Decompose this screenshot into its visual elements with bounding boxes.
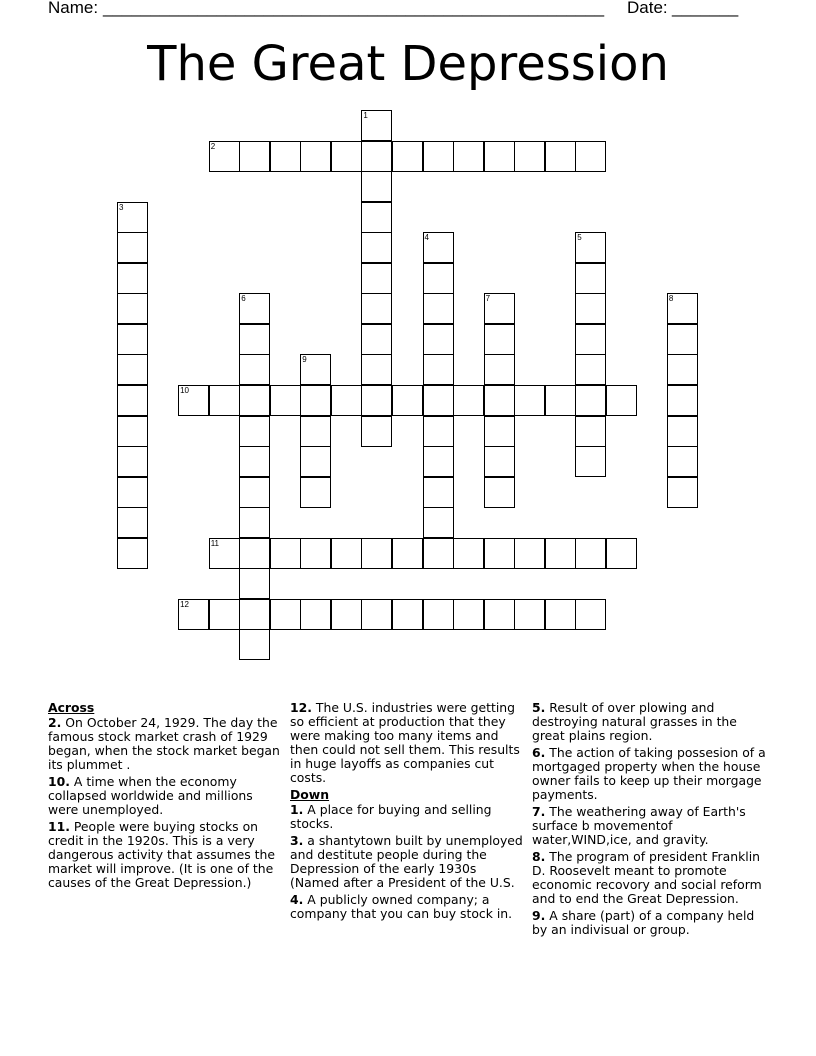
crossword-cell[interactable]: [575, 354, 606, 385]
crossword-cell[interactable]: [117, 416, 148, 447]
crossword-cell[interactable]: [178, 599, 209, 630]
cell-number: 9: [302, 355, 307, 365]
clue-number: 10.: [48, 774, 70, 789]
clue-text: The program of president Franklin D. Roosevelt meant to promote economic recovory and social reform and to end the Great Depression.: [532, 849, 762, 906]
crossword-cell[interactable]: [423, 293, 454, 324]
crossword-cell[interactable]: [667, 324, 698, 355]
crossword-cell[interactable]: [300, 416, 331, 447]
clue-down-1: [290, 803, 526, 831]
down-heading: Down: [290, 787, 330, 802]
crossword-cell[interactable]: [392, 141, 423, 172]
crossword-cell[interactable]: [270, 385, 301, 416]
across-heading: Across: [48, 700, 95, 715]
clue-column-3: [532, 701, 768, 940]
crossword-cell[interactable]: [178, 385, 209, 416]
crossword-cell[interactable]: [545, 599, 576, 630]
clue-down-8: [532, 850, 768, 906]
cell-number: 4: [424, 233, 429, 243]
crossword-cell[interactable]: [300, 385, 331, 416]
crossword-cell[interactable]: [484, 538, 515, 569]
crossword-cell[interactable]: [606, 385, 637, 416]
crossword-cell[interactable]: [453, 141, 484, 172]
crossword-cell[interactable]: [117, 507, 148, 538]
crossword-cell[interactable]: [239, 385, 270, 416]
crossword-cell[interactable]: [423, 477, 454, 508]
crossword-cell[interactable]: [117, 477, 148, 508]
crossword-cell[interactable]: [361, 232, 392, 263]
crossword-cell[interactable]: [300, 599, 331, 630]
clue-number: 2.: [48, 715, 62, 730]
crossword-cell[interactable]: [575, 141, 606, 172]
crossword-cell[interactable]: [117, 385, 148, 416]
crossword-cell[interactable]: [209, 385, 240, 416]
crossword-cell[interactable]: [239, 293, 270, 324]
crossword-cell[interactable]: [423, 141, 454, 172]
crossword-cell[interactable]: [270, 538, 301, 569]
clue-number: 1.: [290, 802, 304, 817]
clue-text: a shantytown built by unemployed and destitute people during the Depression of the early 1930s (Named after a President of the U.S.: [290, 833, 523, 890]
crossword-cell[interactable]: [575, 446, 606, 477]
clue-down-6: [532, 746, 768, 802]
crossword-cell[interactable]: [361, 110, 392, 141]
clue-text: A place for buying and selling stocks.: [290, 802, 492, 831]
crossword-cell[interactable]: [361, 263, 392, 294]
crossword-cell[interactable]: [575, 232, 606, 263]
cell-number: 12: [180, 599, 189, 609]
crossword-cell[interactable]: [667, 477, 698, 508]
clue-text: The weathering away of Earth's surface b movementof water,WIND,ice, and gravity.: [532, 804, 746, 847]
clue-down-3: [290, 834, 526, 890]
crossword-cell[interactable]: [575, 263, 606, 294]
crossword-cell[interactable]: [514, 599, 545, 630]
crossword-cell[interactable]: [361, 385, 392, 416]
crossword-cell[interactable]: [239, 507, 270, 538]
date-blank-line[interactable]: _______: [672, 0, 739, 17]
clue-across-12: [290, 701, 526, 785]
clue-across-10: [48, 775, 280, 817]
crossword-cell[interactable]: [545, 538, 576, 569]
cell-number: 6: [241, 294, 246, 304]
crossword-cell[interactable]: [361, 599, 392, 630]
crossword-cell[interactable]: [117, 446, 148, 477]
crossword-cell[interactable]: [423, 385, 454, 416]
crossword-cell[interactable]: [667, 385, 698, 416]
name-label: Name:: [48, 0, 99, 17]
crossword-cell[interactable]: [209, 599, 240, 630]
clue-text: A share (part) of a company held by an indivisual or group.: [532, 908, 755, 937]
crossword-cell[interactable]: [239, 354, 270, 385]
crossword-cell[interactable]: [239, 538, 270, 569]
clue-down-4: [290, 893, 526, 921]
clue-number: 3.: [290, 833, 304, 848]
crossword-cell[interactable]: [484, 354, 515, 385]
crossword-cell[interactable]: [239, 446, 270, 477]
crossword-cell[interactable]: [270, 141, 301, 172]
crossword-cell[interactable]: [392, 538, 423, 569]
crossword-cell[interactable]: [484, 446, 515, 477]
date-label: Date:: [627, 0, 668, 17]
clue-number: 7.: [532, 804, 546, 819]
crossword-cell[interactable]: [300, 354, 331, 385]
crossword-cell[interactable]: [514, 141, 545, 172]
crossword-cell[interactable]: [667, 446, 698, 477]
crossword-cell[interactable]: [423, 599, 454, 630]
crossword-cell[interactable]: [361, 202, 392, 233]
crossword-cell[interactable]: [239, 629, 270, 660]
crossword-cell[interactable]: [423, 538, 454, 569]
crossword-cell[interactable]: [575, 385, 606, 416]
crossword-cell[interactable]: [239, 599, 270, 630]
crossword-cell[interactable]: [575, 293, 606, 324]
crossword-cell[interactable]: [239, 141, 270, 172]
clue-text: The U.S. industries were getting so efficient at production that they were making too many items and then could not sell them. This results in huge layoffs as companies cut costs.: [290, 700, 520, 785]
crossword-cell[interactable]: [270, 599, 301, 630]
crossword-cell[interactable]: [575, 599, 606, 630]
crossword-cell[interactable]: [484, 385, 515, 416]
crossword-cell[interactable]: [300, 141, 331, 172]
crossword-cell[interactable]: [514, 538, 545, 569]
cell-number: 3: [119, 202, 124, 212]
clue-number: 4.: [290, 892, 304, 907]
crossword-cell[interactable]: [423, 232, 454, 263]
crossword-cell[interactable]: [423, 507, 454, 538]
crossword-cell[interactable]: [575, 416, 606, 447]
crossword-cell[interactable]: [423, 446, 454, 477]
crossword-cell[interactable]: [606, 538, 637, 569]
crossword-cell[interactable]: [361, 416, 392, 447]
crossword-cell[interactable]: [117, 202, 148, 233]
clue-down-9: [532, 909, 768, 937]
clue-number: 8.: [532, 849, 546, 864]
crossword-cell[interactable]: [545, 385, 576, 416]
crossword-cell[interactable]: [423, 263, 454, 294]
clue-text: A time when the economy collapsed worldwide and millions were unemployed.: [48, 774, 253, 817]
crossword-cell[interactable]: [484, 416, 515, 447]
crossword-cell[interactable]: [239, 477, 270, 508]
clue-text: Result of over plowing and destroying natural grasses in the great plains region.: [532, 700, 737, 743]
crossword-cell[interactable]: [453, 538, 484, 569]
crossword-cell[interactable]: [392, 599, 423, 630]
crossword-cell[interactable]: [575, 324, 606, 355]
crossword-cell[interactable]: [117, 354, 148, 385]
crossword-cell[interactable]: [361, 538, 392, 569]
crossword-cell[interactable]: [484, 141, 515, 172]
crossword-cell[interactable]: [361, 171, 392, 202]
crossword-cell[interactable]: [331, 141, 362, 172]
crossword-cell[interactable]: [117, 232, 148, 263]
crossword-cell[interactable]: [300, 538, 331, 569]
crossword-cell[interactable]: [331, 385, 362, 416]
crossword-cell[interactable]: [545, 141, 576, 172]
crossword-cell[interactable]: [667, 354, 698, 385]
crossword-cell[interactable]: [117, 263, 148, 294]
page-title: The Great Depression: [147, 36, 669, 92]
clue-across-2: [48, 716, 280, 772]
crossword-cell[interactable]: [484, 324, 515, 355]
crossword-cell[interactable]: [484, 477, 515, 508]
cell-number: 10: [180, 385, 189, 395]
crossword-cell[interactable]: [392, 385, 423, 416]
clue-number: 12.: [290, 700, 312, 715]
clue-across-11: [48, 820, 280, 890]
crossword-cell[interactable]: [300, 446, 331, 477]
crossword-cell[interactable]: [423, 354, 454, 385]
clue-number: 5.: [532, 700, 546, 715]
clue-number: 9.: [532, 908, 546, 923]
clue-text: On October 24, 1929. The day the famous stock market crash of 1929 began, when the stock market began its plummet .: [48, 715, 280, 772]
crossword-cell[interactable]: [117, 293, 148, 324]
crossword-cell[interactable]: [239, 416, 270, 447]
crossword-cell[interactable]: [361, 141, 392, 172]
clue-text: A publicly owned company; a company that you can buy stock in.: [290, 892, 513, 921]
crossword-cell[interactable]: [453, 385, 484, 416]
crossword-cell[interactable]: [300, 477, 331, 508]
clue-number: 6.: [532, 745, 546, 760]
crossword-cell[interactable]: [117, 324, 148, 355]
crossword-cell[interactable]: [423, 416, 454, 447]
crossword-cell[interactable]: [484, 599, 515, 630]
clue-text: People were buying stocks on credit in the 1920s. This is a very dangerous activity that assumes the market will improve. (It is one of the causes of the Great Depression.): [48, 819, 275, 890]
cell-number: 8: [668, 294, 674, 304]
clue-column-2: [290, 701, 526, 924]
clue-column-1: [48, 701, 280, 893]
cell-number: 5: [577, 233, 582, 243]
crossword-cell[interactable]: [423, 324, 454, 355]
crossword-cell[interactable]: [514, 385, 545, 416]
crossword-cell[interactable]: [361, 293, 392, 324]
crossword-cell[interactable]: [209, 141, 240, 172]
crossword-cell[interactable]: [361, 354, 392, 385]
crossword-cell[interactable]: [239, 568, 270, 599]
crossword-cell[interactable]: [239, 324, 270, 355]
clue-down-5: [532, 701, 768, 743]
cell-number: 11: [210, 538, 219, 548]
cell-number: 7: [485, 294, 491, 304]
crossword-cell[interactable]: [361, 324, 392, 355]
crossword-cell[interactable]: [209, 538, 240, 569]
clue-number: 11.: [48, 819, 70, 834]
cell-number: 2: [210, 141, 216, 151]
clue-down-7: [532, 805, 768, 847]
clue-text: The action of taking possesion of a mortgaged property when the house owner fails to keep up their morgage payments.: [532, 745, 766, 802]
crossword-cell[interactable]: [484, 293, 515, 324]
crossword-cell[interactable]: [575, 538, 606, 569]
cell-number: 1: [363, 111, 368, 120]
crossword-cell[interactable]: [331, 538, 362, 569]
crossword-cell[interactable]: [117, 538, 148, 569]
name-blank-line[interactable]: _____________________________________________________: [103, 0, 605, 17]
crossword-cell[interactable]: [331, 599, 362, 630]
crossword-cell[interactable]: [453, 599, 484, 630]
crossword-cell[interactable]: [667, 416, 698, 447]
crossword-cell[interactable]: [667, 293, 698, 324]
